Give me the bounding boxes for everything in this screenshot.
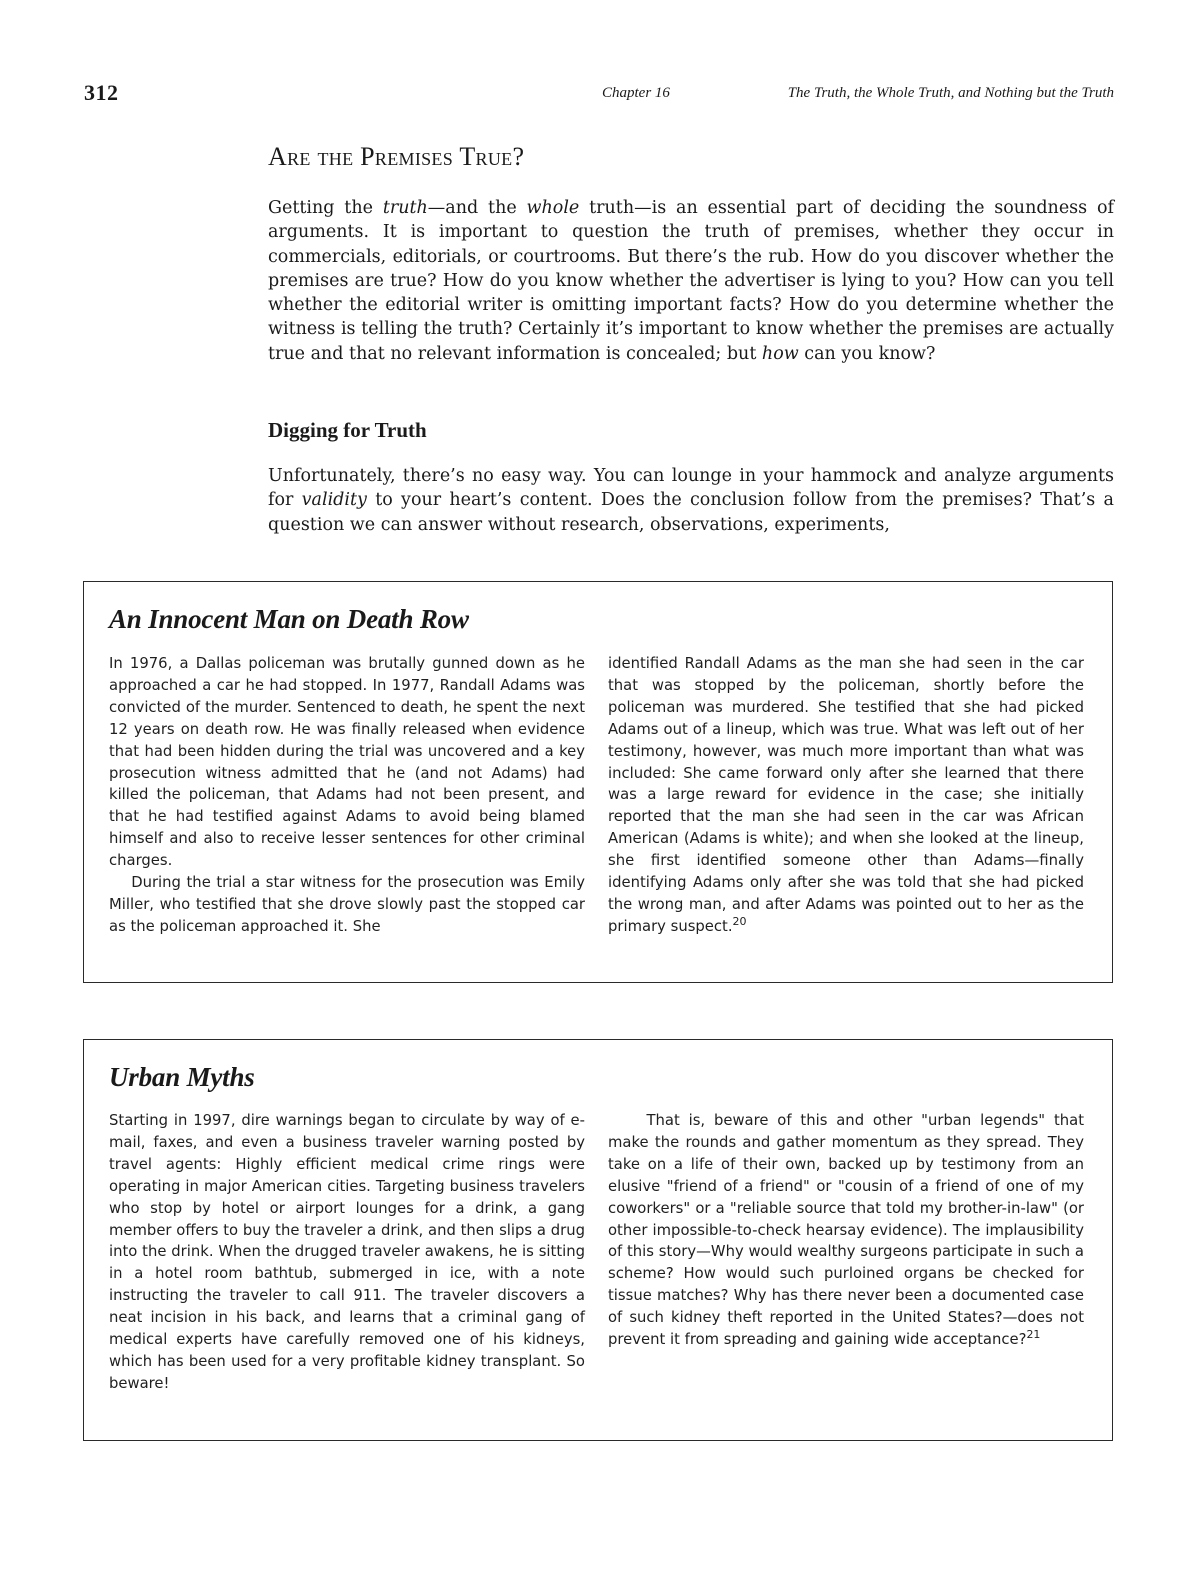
intro-emphasis-whole: whole xyxy=(526,198,580,218)
chapter-title: The Truth, the Whole Truth, and Nothing but the Truth xyxy=(787,85,1114,101)
digging-emphasis-validity: validity xyxy=(301,490,367,511)
running-head xyxy=(84,80,1114,108)
death-row-paragraph-3 xyxy=(608,653,1084,938)
digging-for-truth-heading: Digging for Truth xyxy=(268,418,427,442)
death-row-left-column xyxy=(109,653,585,938)
urban-myths-paragraph-2-text: That is, beware of this and other "urban legends" that make the rounds and gather momentum as they spread. They take on a life of their own, backed up by testimony from an elusive "friend of a friend" or "cousin of a friend of one of my coworkers" or a "reliable source that told my brother-in-law" (or other impossible-to-check hearsay evidence). The implausibility of this story—Why would wealthy surgeons participate in such a scheme? How would such purloined organs be checked for tissue matches? Why has there never been a documented case of such kidney theft reported in the United States?—does not prevent it from spreading and gaining wide acceptance? xyxy=(608,1112,1084,1349)
urban-myths-right-column xyxy=(608,1110,1084,1351)
urban-myths-left-column xyxy=(109,1110,585,1395)
intro-text-4: can you know? xyxy=(798,343,936,364)
death-row-paragraph-2: During the trial a star witness for the prosecution was Emily Miller, who testified that she drove slowly past the stopped car as the policeman approached it. She xyxy=(109,874,585,935)
intro-emphasis-how: how xyxy=(761,343,799,364)
intro-text-1: Getting the xyxy=(268,198,383,218)
urban-myths-paragraph-2 xyxy=(608,1110,1084,1351)
death-row-right-column xyxy=(608,653,1084,938)
intro-emphasis-truth: truth xyxy=(382,198,428,218)
intro-paragraph xyxy=(268,196,1114,366)
digging-text-1: Unfortunately, there’s no easy way. You can lounge in your hammock and analyze arguments for xyxy=(268,466,1114,511)
footnote-marker-21: 21 xyxy=(1026,1328,1041,1342)
chapter-label: Chapter 16 xyxy=(602,85,670,101)
death-row-box xyxy=(83,581,1113,983)
urban-myths-paragraph-1: Starting in 1997, dire warnings began to circulate by way of e-mail, faxes, and even a business traveler warning posted by travel agents: Highly efficient medical crime rings were operating in major American cities. Targeting business travelers who stop by hotel or airport lounges for a drink, a gang member offers to buy the traveler a drink, and then slips a drug into the drink. When the drugged traveler awakens, he is sitting in a hotel room bathtub, submerged in ice, with a note instructing the traveler to call 911. The traveler discovers a neat incision in his back, and learns that a criminal gang of medical experts have carefully removed one of his kidneys, which has been used for a very profitable kidney transplant. So beware! xyxy=(109,1112,585,1392)
digging-text-2: to your heart’s content. Does the conclusion follow from the premises? That’s a question we can answer without research, observations, experiments, xyxy=(268,490,1114,535)
death-row-title: An Innocent Man on Death Row xyxy=(109,604,469,634)
digging-paragraph xyxy=(268,464,1114,537)
section-heading: Are the Premises True? xyxy=(268,142,525,171)
page-number: 312 xyxy=(84,80,119,105)
death-row-paragraph-1: In 1976, a Dallas policeman was brutally gunned down as he approached a car he had stopped. In 1977, Randall Adams was convicted of the murder. Sentenced to death, he spent the next 12 years on death row. He was finally released when evidence that had been hidden during the trial was uncovered and a key prosecution witness admitted that he (and not Adams) had killed the policeman, that Adams had not been present, and that he had testified against Adams to avoid being blamed himself and also to receive lesser sentences for other criminal charges. xyxy=(109,655,585,870)
intro-text-2: —and the xyxy=(427,198,527,218)
footnote-marker-20: 20 xyxy=(732,914,747,928)
urban-myths-title: Urban Myths xyxy=(109,1062,255,1092)
urban-myths-box xyxy=(83,1039,1113,1441)
death-row-paragraph-3-text: identified Randall Adams as the man she had seen in the car that was stopped by the policeman, shortly before the policeman was murdered. She testified that she had picked Adams out of a lineup, which was true. What was left out of her testimony, however, was much more important than what was included: She came forward only after she learned that there was a large reward for evidence in the case; she initially reported that the man she had seen in the car was African American (Adams is white); and when she looked at the lineup, she first identified someone other than Adams—finally identifying Adams only after she was told that she had picked the wrong man, and after Adams was pointed out to her as the primary suspect. xyxy=(608,655,1084,935)
intro-text-3: truth—is an essential part of deciding the soundness of arguments. It is important to question the truth of premises, whether they occur in commercials, editorials, or courtrooms. But there’s the rub. How do you discover whether the premises are true? How do you know whether the advertiser is lying to you? How can you tell whether the editorial writer is omitting important facts? How do you determine whether the witness is telling the truth? Certainly it’s important to know whether the premises are actually true and that no relevant information is concealed; but xyxy=(268,198,1114,364)
